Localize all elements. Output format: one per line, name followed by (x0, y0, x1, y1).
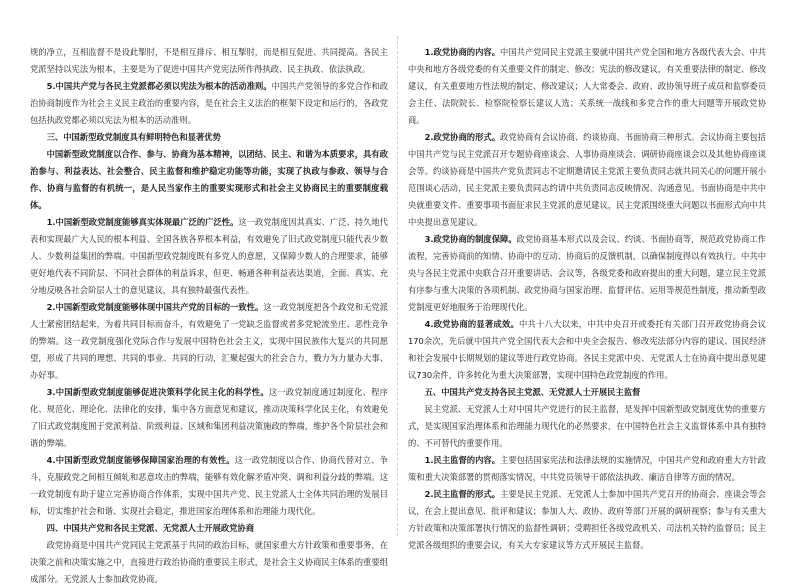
right-column (408, 44, 766, 554)
item-5-paragraph (30, 78, 388, 129)
advantage-1-paragraph (30, 214, 388, 299)
supervision-form-paragraph (408, 486, 766, 554)
consultation-results-body: 中共十八大以来，中共中央召开或委托有关部门召开政党协商会议170余次，先后就中国共产党全国代表大会和中央全会报告、修改宪法部分内容的建议、国民经济和社会发展中长期规划的建议等进行政党协商。各民主党派中央、无党派人士在协商中提出意见建议730余件，许多转化为重大决策部署，实现中国特色政党制度的作用。 (408, 319, 766, 380)
column-divider (397, 36, 398, 536)
advantage-4-body: 这一政党制度以合作、协商代替对立、争斗，克服政党之间相互倾轧和恶意攻击的弊端，能够有效化解矛盾冲突、调和利益分歧的弊端。这一政党制度有助于建立完善协商合作体系，实现中国共产党、民主党派人士全体共同治理的发展目标，切实维护社会和谐、实现社会稳定，推进国家治理体系和治理能力现代化。 (30, 455, 388, 516)
advantage-1-lead: 1.中国新型政党制度能够真实体现最广泛的广泛性。 (46, 217, 239, 227)
supervision-content-lead: 1.民主监督的内容。 (424, 455, 501, 465)
section-4-body: 政党协商是中国共产党同民主党派基于共同的政治目标，就国家重大方针政策和重要事务，在决策之前和决策实施之中，直接进行政治协商的重要民主形式，是社会主义协商民主体系的重要组成部分。无党派人士参加政党协商。 (30, 540, 388, 584)
consultation-form-body: 政党协商有会议协商、约谈协商、书面协商三种形式。会议协商主要包括中国共产党与民主党派召开专题协商座谈会、人事协商座谈会、调研协商座谈会以及其他协商座谈会等。约谈协商是中国共产党负责同志不定期邀请民主党派主要负责同志就共同关心的问题开展小范围谈心活动，民主党派主要负责同志约请中共负责同志反映情况、沟通意见。书面协商是中共中央就重要文件、重要事项书面征求民主党派的意见建议，民主党派围绕重大问题以书面形式向中共中央提出意见建议。 (408, 132, 766, 227)
section-3-heading: 三、中国新型政党制度具有鲜明特色和显著优势 (46, 132, 221, 142)
item-5-body: 中国共产党领导的多党合作和政治协商制度作为社会主义民主政治的重要内容，是在社会主义法治的框架下设定和运行的，各政党包括执政党都必须以宪法为根本的活动准则。 (30, 81, 388, 125)
consultation-guarantee-lead: 3.政党协商的制度保障。 (424, 234, 517, 244)
section-5-heading: 五、中国共产党支持各民主党派、无党派人士开展民主监督 (424, 387, 641, 397)
supervision-form-lead: 2.民主监督的形式。 (424, 489, 501, 499)
advantage-4-lead: 4.中国新型政党制度能够保障国家治理的有效性。 (46, 455, 235, 465)
consultation-form-lead: 2.政党协商的形式。 (424, 132, 501, 142)
section-3-intro: 中国新型政党制度以合作、参与、协商为基本精神，以团结、民主、和谐为本质要求，具有政治参与、利益表达、社会整合、民主监督和维护稳定功能等功能，实现了执政与参政、领导与合作、协商与监督的有机统一，是人民当家作主的重要实现形式和社会主义协商民主的重要制度载体。 (30, 149, 388, 210)
section-5-intro: 民主党派、无党派人士对中国共产党进行的民主监督，是发挥中国新型政党制度优势的重要方式，是实现国家治理体系和治理能力现代化的必然要求，在中国特色社会主义监督体系中具有独特的、不可替代的重要作用。 (408, 404, 766, 448)
consultation-form-paragraph (408, 129, 766, 231)
consultation-content-lead: 1.政党协商的内容。 (424, 47, 501, 57)
consultation-content-paragraph (408, 44, 766, 129)
item-5-lead: 5.中国共产党与各民主党派都必须以宪法为根本的活动准则。 (46, 81, 272, 91)
advantage-2-body: 这一政党制度把各个政党和无党派人士紧密团结起来，为着共同目标而奋斗，有效避免了一党缺乏监督或者多党轮流坐庄、恶性竞争的弊端。这一政党制度强化党际合作与发展中国特色社会主义，实现中国民族伟大复兴的共同愿望，形成了共同的理想、共同的事业、共同的行动，汇聚起强大的社会合力，戮力为力量办大事、办好事。 (30, 302, 388, 380)
section-4-heading: 四、中国共产党和各民主党派、无党派人士开展政党协商 (46, 523, 255, 533)
advantage-1-body: 这一政党制度因其真实、广泛、持久地代表和实现最广大人民的根本利益、全国各族各界根本利益，有效避免了旧式政党制度只能代表少数人、少数利益集团的弊端。中国新型政党制度既有多党人的意愿，又保障少数人的合理要求，能够更好地代表不同阶层、不同社会群体的利益诉求，但更、畅通各种利益表达渠道，全面、真实、充分地反映各社会阶层人士的意见建议，具有独特最强代表性。 (30, 217, 388, 295)
supervision-content-paragraph (408, 452, 766, 486)
advantage-4-paragraph (30, 452, 388, 520)
consultation-results-paragraph (408, 316, 766, 384)
advantage-3-paragraph (30, 384, 388, 452)
continued-paragraph: 规的净立，互相监督不是设此掣肘，不是相互排斥、相互掣肘，而是相互促进、共同提高。各民主党派坚持以宪法为根本，主要是为了促进中国共产党宪法所作得执政、民主执政、依法执政。 (30, 47, 388, 74)
advantage-3-lead: 3.中国新型政党制度能够促进决策科学化民主化的科学性。 (46, 387, 269, 397)
advantage-2-paragraph (30, 299, 388, 384)
consultation-guarantee-paragraph (408, 231, 766, 316)
consultation-results-lead: 4.政党协商的显著成效。 (424, 319, 519, 329)
advantage-2-lead: 2.中国新型政党制度能够体现中国共产党的目标的一致性。 (46, 302, 264, 312)
left-column (30, 44, 388, 588)
consultation-guarantee-body: 政党协商基本形式以及会议、约谈、书面协商等，规范政党协商工作流程，完善协商前的知情、协商中的互动、协商后的反馈机制，以确保制度得以有效执行。中共中央与各民主党派中央联合召开重要讲话、会议等，各级党委和政府提出的重大问题，建立民主党派有序参与重大决策的各项机制、政党协商与国家治理、监督评估、运用等规范性制度，推动新型政党制度更好地服务于治理现代化。 (408, 234, 766, 312)
advantage-3-body: 这一政党制度通过制度化、程序化、规范化、理论化、法律化的安排，集中各方面意见和建议，推动决策科学化民主化，有效避免了旧式政党制度囿于党派利益、阶级利益、区域和集团利益决策施政的弊端，维护各个阶层社会和谐的弊端。 (30, 387, 388, 448)
consultation-content-body: 中国共产党同民主党派主要就中国共产党全国和地方各级代表大会、中共中央和地方各级党委的有关重要文件的制定、修改；宪法的修改建议，有关重要法律的制定、修改建议，有关重要地方性法规的制定、修改建议；人大常委会、政府、政协领导班子成员和监察委员会主任、法院院长、检察院检察长建议人选；关系统一战线和多党合作的重大问题等开展政党协商。 (408, 47, 766, 125)
supervision-form-body: 主要是民主党派、无党派人士参加中国共产党召开的协商会、座谈会等会议，在会上提出意见、批评和建议；参加人大、政协、政府等部门开展的调研视察；参与有关重大方针政策和决策部署执行情况的监督性调研；受聘担任各级党政机关、司法机关特约监督员；民主党派各级组织的重要会议，有关大专家建议等方式开展民主监督。 (408, 489, 766, 550)
supervision-content-body: 主要包括国家宪法和法律法规的实施情况，中国共产党和政府重大方针政策和重大决策部署的贯彻落实情况，中共党员领导干部依法执政、廉洁自律等方面的情况。 (408, 455, 766, 482)
